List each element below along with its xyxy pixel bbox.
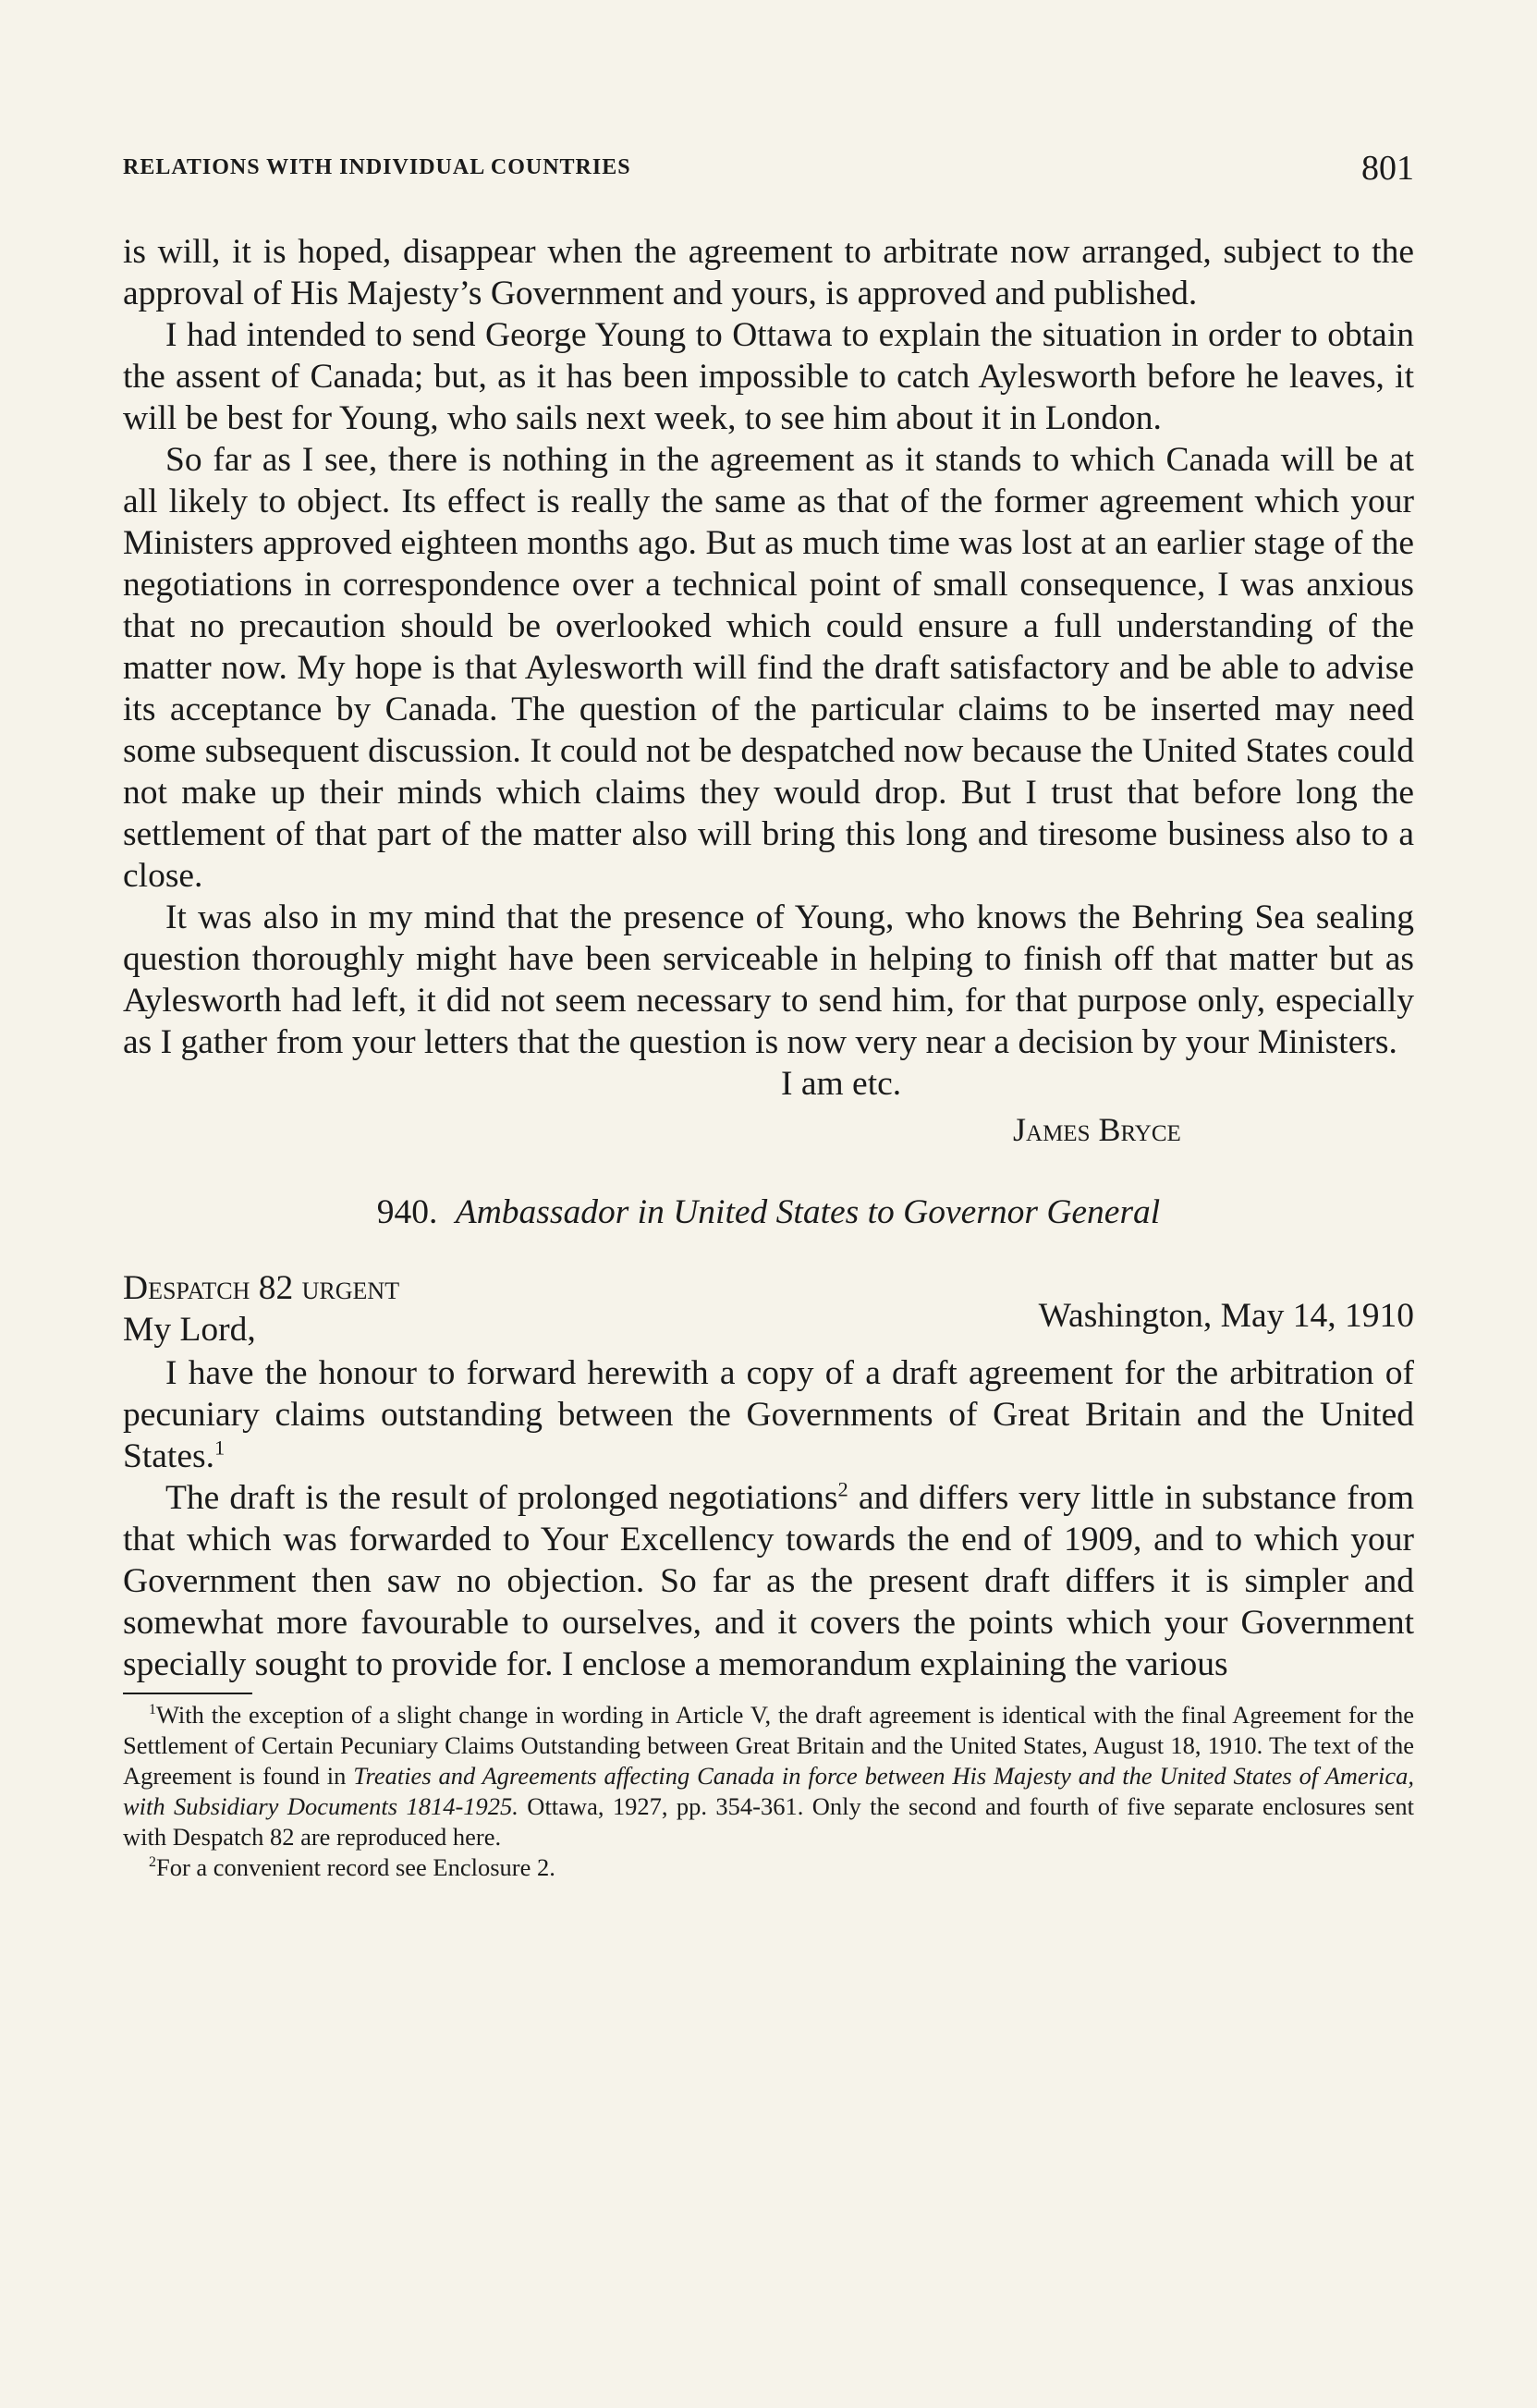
footnote-divider — [123, 1693, 252, 1694]
paragraph-text: I have the honour to forward herewith a copy of a draft agreement for the arbitration of pecuniary claims outstanding between the Governments of Great Britain and the United States. — [123, 1354, 1414, 1475]
paragraph — [123, 1352, 1414, 1477]
running-title: RELATIONS WITH INDIVIDUAL COUNTRIES — [123, 155, 631, 179]
paragraph: I had intended to send George Young to Ottawa to explain the situation in order to obtain the assent of Canada; but, as it has been impossible to catch Aylesworth before he leaves, it will be best for Young, who sails next week, to see him about it in London. — [123, 316, 1414, 437]
paragraph-text: The draft is the result of prolonged negotiations — [165, 1479, 838, 1517]
dateline: Washington, May 14, 1910 — [1038, 1297, 1414, 1335]
footnotes — [123, 1700, 1414, 1883]
despatch-label: Despatch 82 urgent — [123, 1269, 400, 1307]
signature: James Bryce — [1013, 1111, 1181, 1148]
running-head — [123, 148, 1414, 188]
paragraph — [123, 1477, 1414, 1685]
document-heading — [123, 1192, 1414, 1232]
footnote-mark: 2 — [149, 1854, 156, 1871]
cited-title: Treaties and Agreements affecting Canada in force between His Majesty and the United States of America, with Subsidiary Documents 1814-1925. — [123, 1762, 1414, 1820]
paragraph: It was also in my mind that the presence of Young, who knows the Behring Sea sealing question thoroughly might have been serviceable in helping to finish off that matter but as Aylesworth had left, it did not seem necessary to send him, for that purpose only, especially as I gather from your letters that the question is now very near a decision by your Ministers. — [123, 898, 1414, 1061]
footnote-reference: 2 — [837, 1477, 848, 1501]
page-content — [123, 231, 1414, 1883]
despatch-header — [123, 1267, 1414, 1352]
footnote-reference: 1 — [213, 1436, 226, 1460]
paragraph: So far as I see, there is nothing in the agreement as it stands to which Canada will be at all likely to object. Its effect is really the same as that of the former agreement which your Ministers approved eighteen months ago. But as much time was lost at an earlier stage of the negotiations in correspondence over a technical point of small consequence, I was anxious that no precaution should be overlooked which could ensure a full understanding of the matter now. My hope is that Aylesworth will find the draft satisfactory and be able to advise its acceptance by Canada. The question of the particular claims to be inserted may need some subsequent discussion. It could not be despatched now because the United States could not make up their minds which claims they would drop. But I trust that before long the settlement of that part of the matter also will bring this long and tiresome business also to a close. — [123, 441, 1414, 895]
page-number: 801 — [1361, 149, 1414, 188]
paragraph-text: and differs very little in substance from that which was forwarded to Your Excellency towards the end of 1909, and to which your Government then saw no objection. So far as the present draft differs it is simpler and somewhat more favourable to ourselves, and it covers the points which your Government specially sought to provide for. I enclose a memorandum explaining the various — [123, 1479, 1415, 1683]
letter-closing — [123, 1063, 1414, 1146]
salutation: My Lord, — [123, 1311, 256, 1349]
paragraph: is will, it is hoped, disappear when the agreement to arbitrate now arranged, subject to the approval of His Majesty’s Government and yours, is approved and published. — [123, 233, 1414, 312]
footnote-mark: 1 — [149, 1702, 156, 1718]
document-title: Ambassador in United States to Governor General — [455, 1193, 1161, 1231]
document-number: 940. — [376, 1193, 438, 1231]
footnote-2: $^2$For a convenient record see Enclosure 2. — [149, 1853, 555, 1881]
closing-line: I am etc. — [781, 1065, 902, 1103]
footnote-1: $^1$With the exception of a slight change in wording in Article V, the draft agreement is identical with the final Agreement for the Settlement of Certain Pecuniary Claims Outstanding between Great Britain and the United States, August 18, 1910. The text of the Agreement is found in Treaties and Agreements affecting Canada in force between His Majesty and the United States of America, with Subsidiary Documents 1814-1925. Ottawa, 1927, pp. 354-361. Only the second and fourth of five separate enclosures sent with Despatch 82 are reproduced here. — [123, 1701, 1414, 1851]
